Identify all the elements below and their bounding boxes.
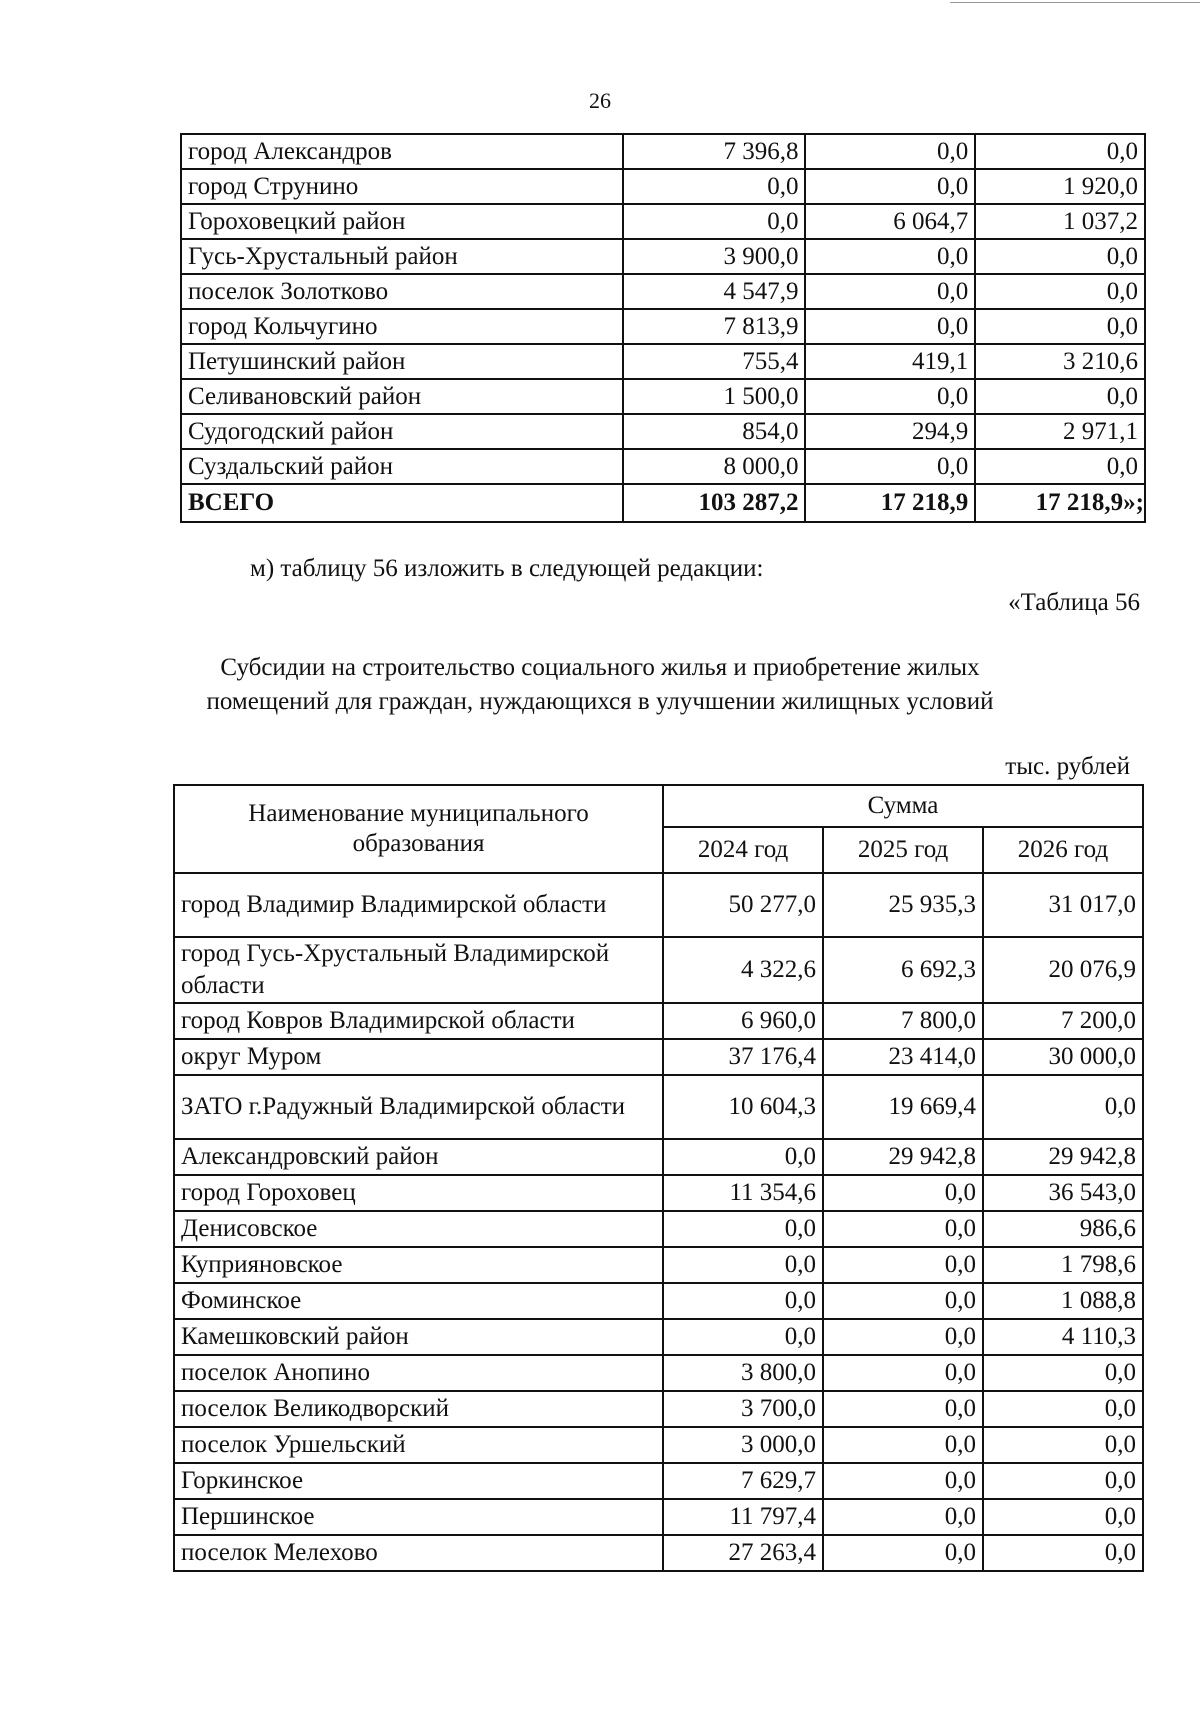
- value-2026: 0,0: [983, 1075, 1143, 1139]
- value-2024: 0,0: [623, 204, 805, 239]
- table-row: [174, 1283, 1143, 1319]
- value-2025: 23 414,0: [823, 1039, 983, 1075]
- table-row: [174, 1175, 1143, 1211]
- row-name: Александровский район: [174, 1139, 663, 1175]
- table-row: [181, 274, 1145, 309]
- value-2024: 7 813,9: [623, 309, 805, 344]
- table-row: [174, 1535, 1143, 1571]
- value-2026: 0,0: [975, 309, 1145, 344]
- table-title: [0, 651, 1200, 719]
- header-municipality: Наименование муниципального образования: [174, 785, 663, 873]
- value-2025: 0,0: [805, 274, 975, 309]
- value-2026: 7 200,0: [983, 1003, 1143, 1039]
- value-2024: 0,0: [663, 1211, 823, 1247]
- value-2026: 0,0: [983, 1427, 1143, 1463]
- value-2026: 30 000,0: [983, 1039, 1143, 1075]
- table-row: [174, 1463, 1143, 1499]
- row-name: Селивановский район: [181, 379, 623, 414]
- value-2024: 0,0: [663, 1139, 823, 1175]
- row-name: Камешковский район: [174, 1319, 663, 1355]
- table-row: [181, 204, 1145, 239]
- value-2025: 6 064,7: [805, 204, 975, 239]
- value-2025: 0,0: [823, 1175, 983, 1211]
- row-name: город Кольчугино: [181, 309, 623, 344]
- value-2026: 0,0: [983, 1463, 1143, 1499]
- value-2026: 20 076,9: [983, 937, 1143, 1003]
- row-name: Гороховецкий район: [181, 204, 623, 239]
- table-row: [181, 344, 1145, 379]
- value-2026: 0,0: [975, 239, 1145, 274]
- units-label: тыс. рублей: [1005, 753, 1130, 780]
- value-2024: 0,0: [663, 1283, 823, 1319]
- value-2024: 7 629,7: [663, 1463, 823, 1499]
- row-name: ЗАТО г.Радужный Владимирской области: [174, 1075, 663, 1139]
- table-row: [181, 239, 1145, 274]
- value-2025: 0,0: [823, 1319, 983, 1355]
- top-edge-line: [950, 2, 1200, 3]
- row-name: Суздальский район: [181, 449, 623, 484]
- table-label: «Таблица 56: [1008, 589, 1140, 616]
- value-2025: 0,0: [805, 239, 975, 274]
- value-2024: 37 176,4: [663, 1039, 823, 1075]
- table-row: [174, 1075, 1143, 1139]
- row-name: город Владимир Владимирской области: [174, 873, 663, 937]
- value-2024: 3 900,0: [623, 239, 805, 274]
- table-row: [181, 134, 1145, 169]
- value-2026: 0,0: [983, 1535, 1143, 1571]
- table-row: [181, 169, 1145, 204]
- table-row: [174, 1003, 1143, 1039]
- table-row: [174, 1039, 1143, 1075]
- value-2024: 7 396,8: [623, 134, 805, 169]
- table-row: [174, 937, 1143, 1003]
- value-2026: 0,0: [975, 274, 1145, 309]
- value-2024: 0,0: [663, 1319, 823, 1355]
- total-2026: 17 218,9»;: [975, 484, 1145, 522]
- row-name: город Гусь-Хрустальный Владимирской области: [174, 937, 663, 1003]
- value-2025: 0,0: [823, 1283, 983, 1319]
- value-2025: 0,0: [805, 134, 975, 169]
- table-row: [174, 1319, 1143, 1355]
- title-line-2: помещений для граждан, нуждающихся в улучшении жилищных условий: [206, 688, 994, 715]
- value-2024: 1 500,0: [623, 379, 805, 414]
- table-row: [181, 449, 1145, 484]
- page-number: 26: [589, 88, 611, 113]
- value-2024: 4 547,9: [623, 274, 805, 309]
- value-2026: 1 920,0: [975, 169, 1145, 204]
- row-name: город Гороховец: [174, 1175, 663, 1211]
- value-2025: 0,0: [823, 1499, 983, 1535]
- value-2026: 1 037,2: [975, 204, 1145, 239]
- value-2025: 0,0: [823, 1211, 983, 1247]
- value-2024: 8 000,0: [623, 449, 805, 484]
- value-2024: 854,0: [623, 414, 805, 449]
- value-2025: 6 692,3: [823, 937, 983, 1003]
- value-2025: 0,0: [823, 1247, 983, 1283]
- table-row: [174, 1355, 1143, 1391]
- value-2025: 25 935,3: [823, 873, 983, 937]
- value-2026: 0,0: [975, 449, 1145, 484]
- value-2026: 36 543,0: [983, 1175, 1143, 1211]
- table-row: [181, 379, 1145, 414]
- value-2026: 0,0: [983, 1355, 1143, 1391]
- table-row: [181, 309, 1145, 344]
- header-row: [174, 785, 1143, 827]
- value-2026: 2 971,1: [975, 414, 1145, 449]
- value-2024: 0,0: [663, 1247, 823, 1283]
- row-name: Петушинский район: [181, 344, 623, 379]
- value-2025: 419,1: [805, 344, 975, 379]
- row-name: Горкинское: [174, 1463, 663, 1499]
- value-2026: 0,0: [975, 379, 1145, 414]
- row-name: город Струнино: [181, 169, 623, 204]
- row-name: округ Муром: [174, 1039, 663, 1075]
- table-row: [174, 1211, 1143, 1247]
- row-name: Першинское: [174, 1499, 663, 1535]
- total-2024: 103 287,2: [623, 484, 805, 522]
- value-2024: 50 277,0: [663, 873, 823, 937]
- value-2025: 19 669,4: [823, 1075, 983, 1139]
- header-2024: 2024 год: [663, 827, 823, 873]
- value-2024: 3 800,0: [663, 1355, 823, 1391]
- table-row: [174, 1391, 1143, 1427]
- value-2025: 0,0: [823, 1463, 983, 1499]
- value-2026: 1 088,8: [983, 1283, 1143, 1319]
- row-name: поселок Великодворский: [174, 1391, 663, 1427]
- value-2024: 27 263,4: [663, 1535, 823, 1571]
- table-row: [174, 1139, 1143, 1175]
- table-row: [181, 414, 1145, 449]
- value-2025: 0,0: [805, 309, 975, 344]
- value-2026: 4 110,3: [983, 1319, 1143, 1355]
- value-2026: 1 798,6: [983, 1247, 1143, 1283]
- row-name: Судогодский район: [181, 414, 623, 449]
- table-row: [174, 873, 1143, 937]
- value-2024: 11 354,6: [663, 1175, 823, 1211]
- value-2026: 986,6: [983, 1211, 1143, 1247]
- title-line-1: Субсидии на строительство социального жилья и приобретение жилых: [220, 654, 980, 681]
- continued-table: [180, 133, 1146, 523]
- row-name: Куприяновское: [174, 1247, 663, 1283]
- value-2026: 29 942,8: [983, 1139, 1143, 1175]
- row-name: Фоминское: [174, 1283, 663, 1319]
- row-name: Денисовское: [174, 1211, 663, 1247]
- row-name: поселок Уршельский: [174, 1427, 663, 1463]
- header-sum: Сумма: [663, 785, 1143, 827]
- value-2026: 3 210,6: [975, 344, 1145, 379]
- value-2024: 3 000,0: [663, 1427, 823, 1463]
- value-2026: 0,0: [983, 1499, 1143, 1535]
- value-2025: 0,0: [805, 169, 975, 204]
- total-row: [181, 484, 1145, 522]
- header-2026: 2026 год: [983, 827, 1143, 873]
- value-2024: 0,0: [623, 169, 805, 204]
- value-2025: 0,0: [823, 1535, 983, 1571]
- header-2025: 2025 год: [823, 827, 983, 873]
- value-2024: 6 960,0: [663, 1003, 823, 1039]
- table-row: [174, 1247, 1143, 1283]
- value-2024: 3 700,0: [663, 1391, 823, 1427]
- value-2025: 0,0: [805, 449, 975, 484]
- value-2024: 10 604,3: [663, 1075, 823, 1139]
- value-2025: 0,0: [823, 1391, 983, 1427]
- value-2024: 4 322,6: [663, 937, 823, 1003]
- value-2025: 0,0: [823, 1427, 983, 1463]
- value-2025: 29 942,8: [823, 1139, 983, 1175]
- row-name: город Александров: [181, 134, 623, 169]
- table-row: [174, 1499, 1143, 1535]
- value-2025: 294,9: [805, 414, 975, 449]
- subsidy-table: [173, 784, 1144, 1572]
- value-2024: 11 797,4: [663, 1499, 823, 1535]
- value-2025: 7 800,0: [823, 1003, 983, 1039]
- row-name: город Ковров Владимирской области: [174, 1003, 663, 1039]
- row-name: Гусь-Хрустальный район: [181, 239, 623, 274]
- row-name: поселок Анопино: [174, 1355, 663, 1391]
- total-2025: 17 218,9: [805, 484, 975, 522]
- value-2025: 0,0: [805, 379, 975, 414]
- value-2026: 0,0: [975, 134, 1145, 169]
- row-name: поселок Мелехово: [174, 1535, 663, 1571]
- value-2026: 0,0: [983, 1391, 1143, 1427]
- value-2025: 0,0: [823, 1355, 983, 1391]
- row-name: поселок Золотково: [181, 274, 623, 309]
- instruction-text: м) таблицу 56 изложить в следующей редакции:: [250, 555, 764, 582]
- value-2026: 31 017,0: [983, 873, 1143, 937]
- value-2024: 755,4: [623, 344, 805, 379]
- table-row: [174, 1427, 1143, 1463]
- total-label: ВСЕГО: [181, 484, 623, 522]
